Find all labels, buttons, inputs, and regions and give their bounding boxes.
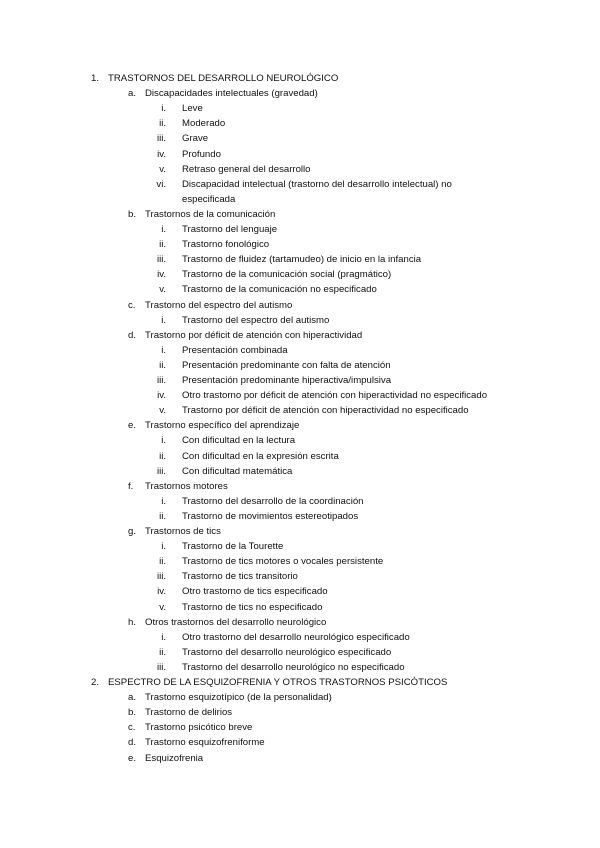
list-item-marker: iv. — [157, 148, 166, 160]
list-item-marker: v. — [159, 163, 166, 175]
subsection-title: Trastorno por déficit de atención con hiperactividad — [145, 329, 363, 341]
subsection-title: Trastorno de delirios — [145, 707, 233, 719]
list-item: Leve — [182, 103, 203, 115]
subsection-marker: h. — [128, 616, 137, 628]
subsection-title: Otros trastornos del desarrollo neurológico — [145, 616, 327, 628]
list-item: Trastorno del desarrollo neurológico especificado — [182, 646, 392, 658]
list-item-marker: iv. — [157, 269, 166, 281]
list-item-marker: v. — [159, 601, 166, 613]
list-item: Trastorno de la comunicación social (pragmático) — [182, 269, 392, 281]
section-number: 2. — [91, 677, 100, 688]
list-item: Otro trastorno del desarrollo neurológico especificado — [182, 631, 410, 643]
list-item: Discapacidad intelectual (trastorno del desarrollo intelectual) no — [182, 178, 452, 190]
list-item: Trastorno de tics transitorio — [182, 571, 298, 583]
list-item: Trastorno de la Tourette — [182, 541, 284, 553]
list-item-marker: iii. — [156, 465, 166, 477]
subsection-title: Trastorno psicótico breve — [145, 722, 253, 734]
subsection-marker: c. — [128, 722, 136, 734]
list-item: Trastorno de movimientos estereotipados — [182, 510, 359, 522]
list-item: Presentación combinada — [182, 344, 288, 356]
list-item: Trastorno del espectro del autismo — [182, 314, 330, 326]
subsection-marker: a. — [128, 88, 137, 100]
list-item: Trastorno fonológico — [182, 239, 270, 251]
subsection-marker: f. — [128, 480, 134, 492]
subsection-title: Trastorno esquizotípico (de la personalidad) — [145, 692, 332, 704]
list-item-marker: i. — [161, 435, 166, 447]
list-item-marker: iii. — [156, 375, 166, 386]
list-item: Trastorno de tics motores o vocales persistente — [182, 556, 384, 568]
subsection-marker: e. — [128, 752, 137, 764]
list-item: Grave — [182, 133, 209, 145]
list-item-marker: ii. — [159, 646, 166, 658]
list-item-marker: v. — [159, 284, 166, 296]
subsection-marker: b. — [128, 208, 137, 220]
list-item: Con dificultad en la lectura — [182, 435, 296, 447]
subsection-marker: a. — [128, 692, 137, 704]
list-item: Profundo — [182, 148, 221, 160]
list-item: Trastorno de tics no especificado — [182, 601, 323, 613]
list-item-marker: iii. — [156, 571, 166, 583]
list-item-marker: i. — [161, 314, 166, 326]
list-item: Presentación predominante con falta de atención — [182, 359, 391, 371]
section-title: ESPECTRO DE LA ESQUIZOFRENIA Y OTROS TRASTORNOS PSICÓTICOS — [108, 677, 448, 688]
list-item-marker: iii. — [156, 661, 166, 673]
list-item: Trastorno por déficit de atención con hiperactividad no especificado — [182, 405, 469, 417]
subsection-title: Discapacidades intelectuales (gravedad) — [145, 88, 318, 100]
list-item: Trastorno del desarrollo de la coordinación — [182, 495, 364, 507]
list-item-marker: i. — [161, 631, 166, 643]
subsection-marker: d. — [128, 329, 137, 341]
list-item-marker: v. — [159, 405, 166, 417]
list-item-marker: i. — [161, 541, 166, 553]
list-item-continuation: especificada — [182, 193, 236, 205]
list-item: Otro trastorno de tics especificado — [182, 586, 328, 598]
list-item-marker: iv. — [157, 390, 166, 402]
list-item-marker: i. — [161, 103, 166, 115]
list-item-marker: ii. — [159, 510, 166, 522]
subsection-title: Esquizofrenia — [145, 752, 204, 764]
subsection-marker: c. — [128, 299, 136, 311]
list-item: Retraso general del desarrollo — [182, 163, 311, 175]
list-item: Trastorno del lenguaje — [182, 224, 278, 235]
list-item-marker: vi. — [156, 178, 166, 190]
list-item-marker: i. — [161, 224, 166, 235]
subsection-title: Trastorno específico del aprendizaje — [145, 420, 300, 432]
list-item: Con dificultad en la expresión escrita — [182, 450, 339, 462]
subsection-title: Trastornos motores — [145, 480, 228, 492]
subsection-marker: g. — [128, 526, 137, 537]
subsection-title: Trastorno del espectro del autismo — [145, 299, 293, 311]
list-item-marker: ii. — [159, 118, 166, 130]
list-item-marker: ii. — [159, 556, 166, 568]
list-item-marker: i. — [161, 495, 166, 507]
subsection-title: Trastornos de tics — [145, 526, 221, 537]
list-item-marker: iii. — [156, 254, 166, 266]
list-item: Moderado — [182, 118, 226, 130]
list-item-marker: i. — [161, 344, 166, 356]
list-item-marker: iii. — [156, 133, 166, 145]
list-item: Presentación predominante hiperactiva/impulsiva — [182, 375, 392, 386]
list-item: Trastorno del desarrollo neurológico no especificado — [182, 661, 405, 673]
subsection-title: Trastornos de la comunicación — [145, 208, 276, 220]
section-number: 1. — [91, 73, 100, 84]
list-item-marker: ii. — [159, 450, 166, 462]
list-item-marker: ii. — [159, 239, 166, 251]
list-item: Trastorno de la comunicación no especificado — [182, 284, 377, 296]
section-title: TRASTORNOS DEL DESARROLLO NEUROLÓGICO — [108, 73, 339, 84]
list-item: Con dificultad matemática — [182, 465, 293, 477]
list-item-marker: iv. — [157, 586, 166, 598]
list-item: Otro trastorno por déficit de atención con hiperactividad no especificado — [182, 390, 488, 402]
list-item: Trastorno de fluidez (tartamudeo) de inicio en la infancia — [182, 254, 422, 266]
subsection-title: Trastorno esquizofreniforme — [145, 737, 265, 749]
subsection-marker: e. — [128, 420, 137, 432]
list-item-marker: ii. — [159, 359, 166, 371]
subsection-marker: b. — [128, 707, 137, 719]
subsection-marker: d. — [128, 737, 137, 749]
